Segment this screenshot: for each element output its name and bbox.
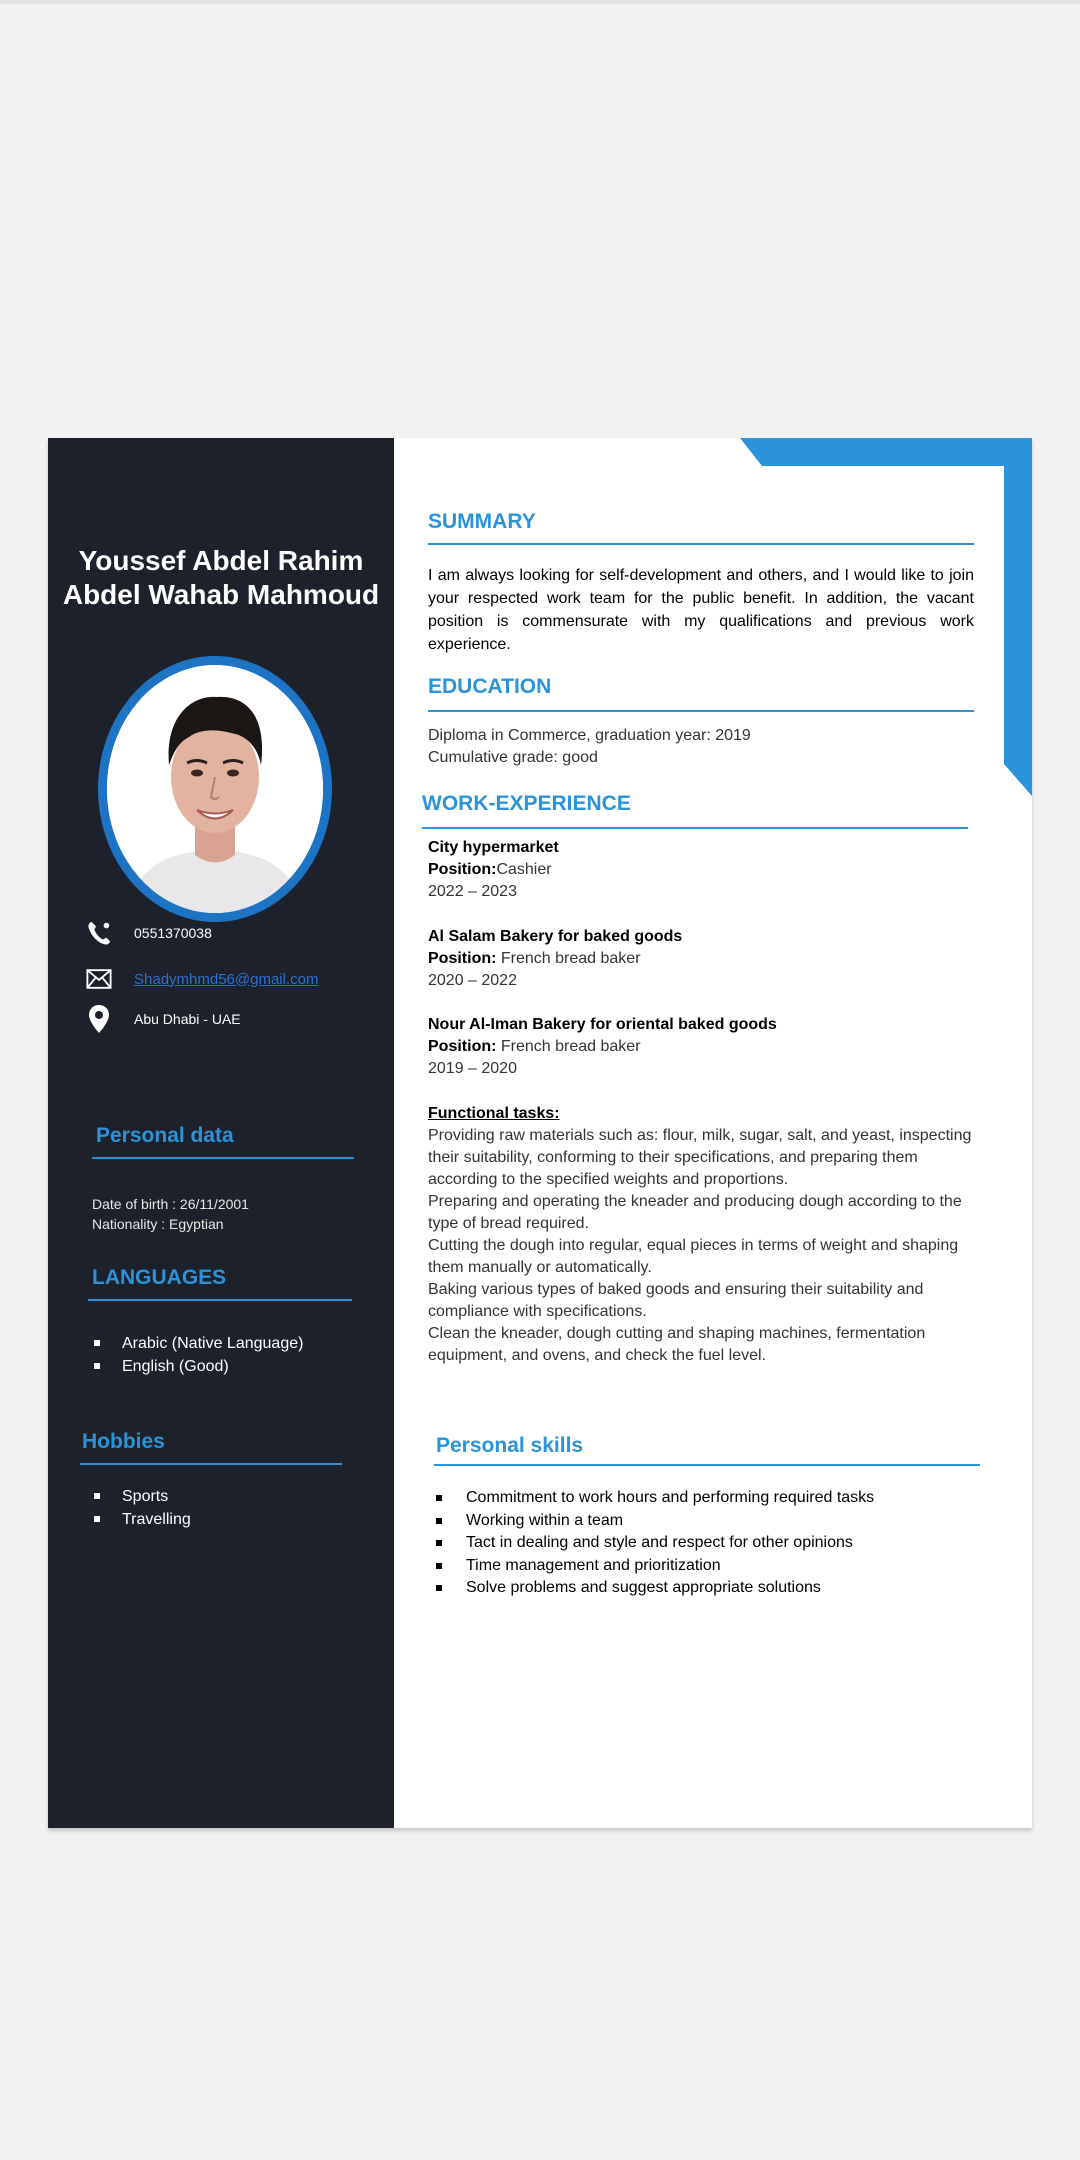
- skill-item: Time management and prioritization: [436, 1555, 874, 1578]
- work-experience-heading: WORK-EXPERIENCE: [422, 792, 631, 815]
- phone-number: 0551370038: [134, 925, 212, 941]
- hobbies-heading: Hobbies: [82, 1430, 165, 1453]
- job-entry: [428, 1014, 777, 1080]
- location-text: Abu Dhabi - UAE: [134, 1011, 241, 1027]
- profile-photo-frame: [98, 656, 332, 922]
- education-degree: Diploma in Commerce, graduation year: 2019: [428, 727, 751, 744]
- job-position: Position:Cashier: [428, 861, 552, 878]
- personal-skills-list: [436, 1487, 874, 1600]
- summary-heading: SUMMARY: [428, 510, 536, 533]
- job-period: 2019 – 2020: [428, 1060, 517, 1077]
- skill-item: Commitment to work hours and performing required tasks: [436, 1487, 874, 1510]
- email-link[interactable]: Shadymhmd56@gmail.com: [134, 970, 319, 988]
- hobby-item: Sports: [92, 1485, 191, 1508]
- nationality: Nationality : Egyptian: [92, 1216, 224, 1232]
- profile-photo-image: [107, 665, 323, 913]
- languages-heading: LANGUAGES: [92, 1266, 227, 1289]
- job-position: Position: French bread baker: [428, 1038, 641, 1055]
- education-grade: Cumulative grade: good: [428, 749, 598, 766]
- phone-icon: [86, 918, 112, 948]
- personal-skills-rule: [434, 1464, 980, 1466]
- job-entry: [428, 926, 682, 992]
- contact-email-row: [86, 962, 318, 996]
- language-item: Arabic (Native Language): [92, 1332, 303, 1355]
- candidate-name: [48, 544, 394, 612]
- skill-item: Working within a team: [436, 1510, 874, 1533]
- job-position: Position: French bread baker: [428, 950, 641, 967]
- personal-skills-heading: Personal skills: [436, 1434, 584, 1457]
- task-item: Providing raw materials such as: flour, milk, sugar, salt, and yeast, inspecting their suitability, conforming to their specifications, and preparing them according to the specified weights and proportions.: [428, 1127, 972, 1188]
- contact-phone-row: [86, 916, 212, 950]
- contact-location-row: [86, 1002, 241, 1036]
- skill-item: Tact in dealing and style and respect for other opinions: [436, 1532, 874, 1555]
- personal-data-block: [92, 1194, 249, 1234]
- profile-photo: [107, 665, 323, 913]
- job-period: 2022 – 2023: [428, 883, 517, 900]
- functional-tasks: [428, 1103, 988, 1367]
- job-company: Nour Al-Iman Bakery for oriental baked goods: [428, 1016, 777, 1033]
- task-item: Baking various types of baked goods and ensuring their suitability and compliance with specifications.: [428, 1281, 924, 1320]
- map-pin-icon: [86, 1004, 112, 1034]
- education-block: [428, 725, 751, 769]
- resume-sidebar: [48, 438, 394, 1828]
- summary-text: I am always looking for self-development and others, and I would like to join your respected work team for the public benefit. In addition, the vacant position is commensurate with my qualifications and previous work experience.: [428, 567, 974, 653]
- job-company: City hypermarket: [428, 839, 559, 856]
- candidate-name-line1: Youssef Abdel Rahim: [78, 545, 364, 576]
- functional-tasks-heading: Functional tasks:: [428, 1105, 560, 1122]
- resume-page: [48, 438, 1032, 1828]
- languages-list: [92, 1332, 303, 1378]
- hobby-item: Travelling: [92, 1508, 191, 1531]
- candidate-name-line2: Abdel Wahab Mahmoud: [62, 579, 380, 610]
- hobbies-list: [92, 1485, 191, 1531]
- language-item: English (Good): [92, 1355, 303, 1378]
- date-of-birth: Date of birth : 26/11/2001: [92, 1196, 249, 1212]
- task-item: Cutting the dough into regular, equal pieces in terms of weight and shaping them manually or automatically.: [428, 1237, 959, 1276]
- hobbies-rule: [80, 1463, 342, 1465]
- summary-rule: [428, 543, 974, 545]
- personal-data-rule: [92, 1157, 354, 1159]
- job-entry: [428, 837, 559, 903]
- skill-item: Solve problems and suggest appropriate solutions: [436, 1577, 874, 1600]
- job-period: 2020 – 2022: [428, 972, 517, 989]
- job-company: Al Salam Bakery for baked goods: [428, 928, 683, 945]
- task-item: Preparing and operating the kneader and producing dough according to the type of bread required.: [428, 1193, 962, 1232]
- envelope-icon: [86, 964, 112, 994]
- viewer-top-edge: [0, 0, 1080, 4]
- personal-data-heading: Personal data: [96, 1124, 234, 1147]
- education-rule: [428, 710, 974, 712]
- task-item: Clean the kneader, dough cutting and shaping machines, fermentation equipment, and ovens, and check the fuel level.: [428, 1325, 926, 1364]
- languages-rule: [88, 1299, 352, 1301]
- education-heading: EDUCATION: [428, 675, 552, 698]
- work-experience-rule: [422, 827, 968, 829]
